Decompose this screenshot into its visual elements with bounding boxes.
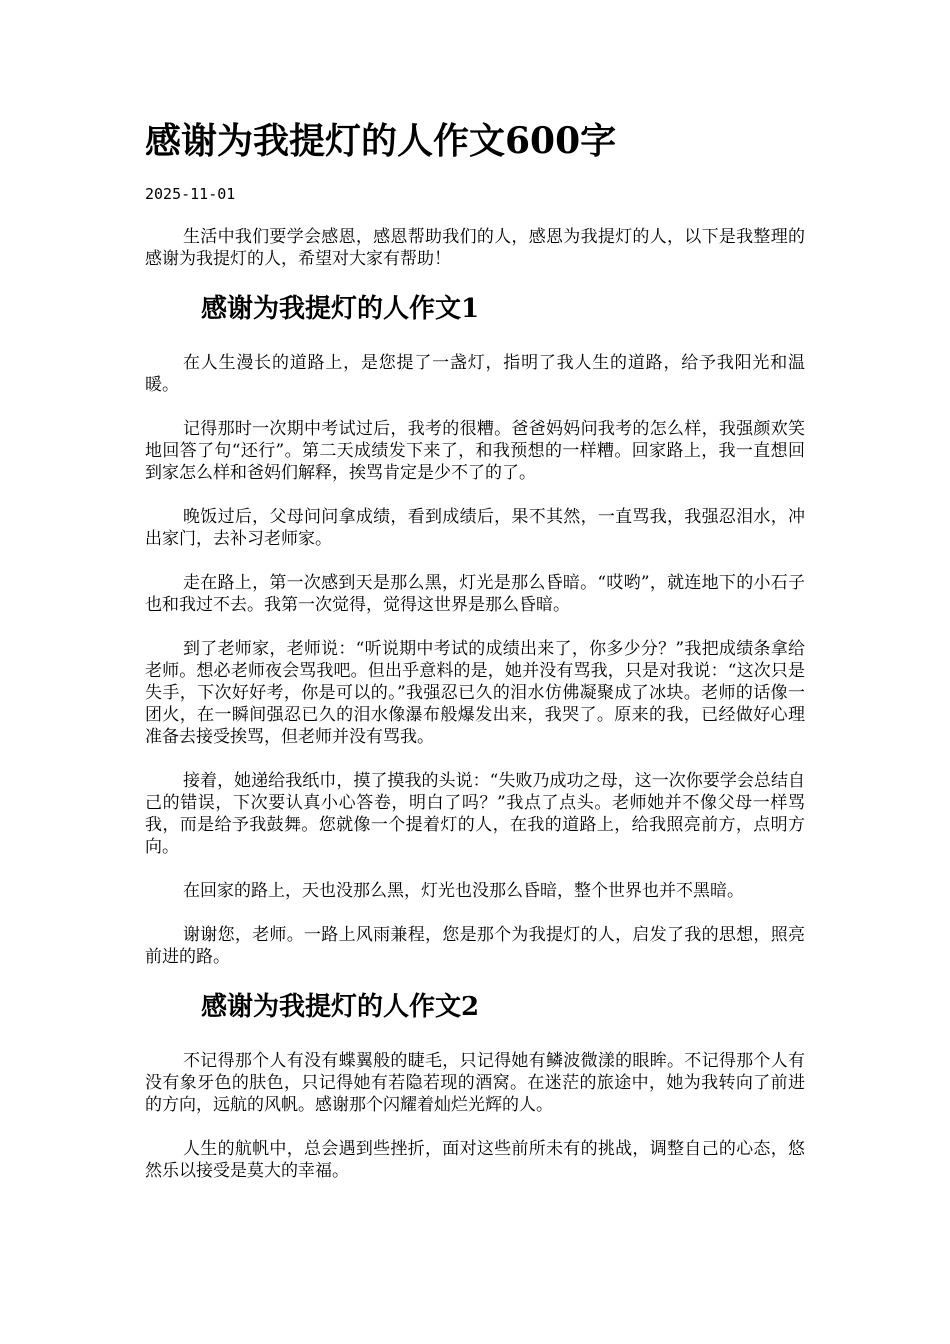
essay-paragraph: 接着，她递给我纸巾，摸了摸我的头说：“失败乃成功之母，这一次你要学会总结自己的错误，下次要认真小心答卷，明白了吗？”我点了点头。老师她并不像父母一样骂我，而是给予我鼓舞。您就像一个提着灯的人，在我的道路上，给我照亮前方，点明方向。 — [145, 771, 805, 857]
article-title: 感谢为我提灯的人作文600字 — [145, 120, 617, 162]
essay-heading: 感谢为我提灯的人作文1 — [201, 294, 480, 324]
article-body — [145, 226, 805, 1204]
essay-paragraph: 人生的航帆中，总会遇到些挫折，面对这些前所未有的挑战，调整自己的心态，悠然乐以接受是莫大的幸福。 — [145, 1139, 805, 1181]
essay-paragraph: 走在路上，第一次感到天是那么黑，灯光是那么昏暗。“哎哟”，就连地下的小石子也和我过不去。我第一次觉得，觉得这世界是那么昏暗。 — [145, 573, 805, 615]
essay-paragraph: 不记得那个人有没有蝶翼般的睫毛，只记得她有鳞波微漾的眼眸。不记得那个人有没有象牙色的肤色，只记得她有若隐若现的酒窝。在迷茫的旅途中，她为我转向了前进的方向，远航的风帆。感谢那个闪耀着灿烂光辉的人。 — [145, 1051, 805, 1115]
essay-1 — [145, 292, 805, 968]
essay-paragraph: 谢谢您，老师。一路上风雨兼程，您是那个为我提灯的人，启发了我的思想，照亮前进的路。 — [145, 925, 805, 967]
essay-paragraph: 在人生漫长的道路上，是您提了一盏灯，指明了我人生的道路，给予我阳光和温暖。 — [145, 353, 805, 395]
essay-paragraph: 在回家的路上，天也没那么黑，灯光也没那么昏暗，整个世界也并不黑暗。 — [183, 881, 744, 901]
essay-paragraph: 到了老师家，老师说：“听说期中考试的成绩出来了，你多少分？”我把成绩条拿给老师。想必老师夜会骂我吧。但出乎意料的是，她并没有骂我，只是对我说：“这次只是失手，下次好好考，你是可以的。”我强忍已久的泪水仿佛凝聚成了冰块。老师的话像一团火，在一瞬间强忍已久的泪水像瀑布般爆发出来，我哭了。原来的我，已经做好心理准备去接受挨骂，但老师并没有骂我。 — [145, 639, 805, 747]
essay-2 — [145, 990, 805, 1182]
essay-paragraph: 记得那时一次期中考试过后，我考的很糟。爸爸妈妈问我考的怎么样，我强颜欢笑地回答了句“还行”。第二天成绩发下来了，和我预想的一样糟。回家路上，我一直想回到家怎么样和爸妈们解释，挨骂肯定是少不了的了。 — [145, 419, 805, 483]
article-date: 2025-11-01 — [145, 185, 236, 203]
essay-paragraph: 晚饭过后，父母问问拿成绩，看到成绩后，果不其然，一直骂我，我强忍泪水，冲出家门，去补习老师家。 — [145, 507, 805, 549]
essay-heading: 感谢为我提灯的人作文2 — [201, 992, 480, 1022]
intro-paragraph: 生活中我们要学会感恩，感恩帮助我们的人，感恩为我提灯的人，以下是我整理的感谢为我提灯的人，希望对大家有帮助！ — [145, 227, 805, 269]
